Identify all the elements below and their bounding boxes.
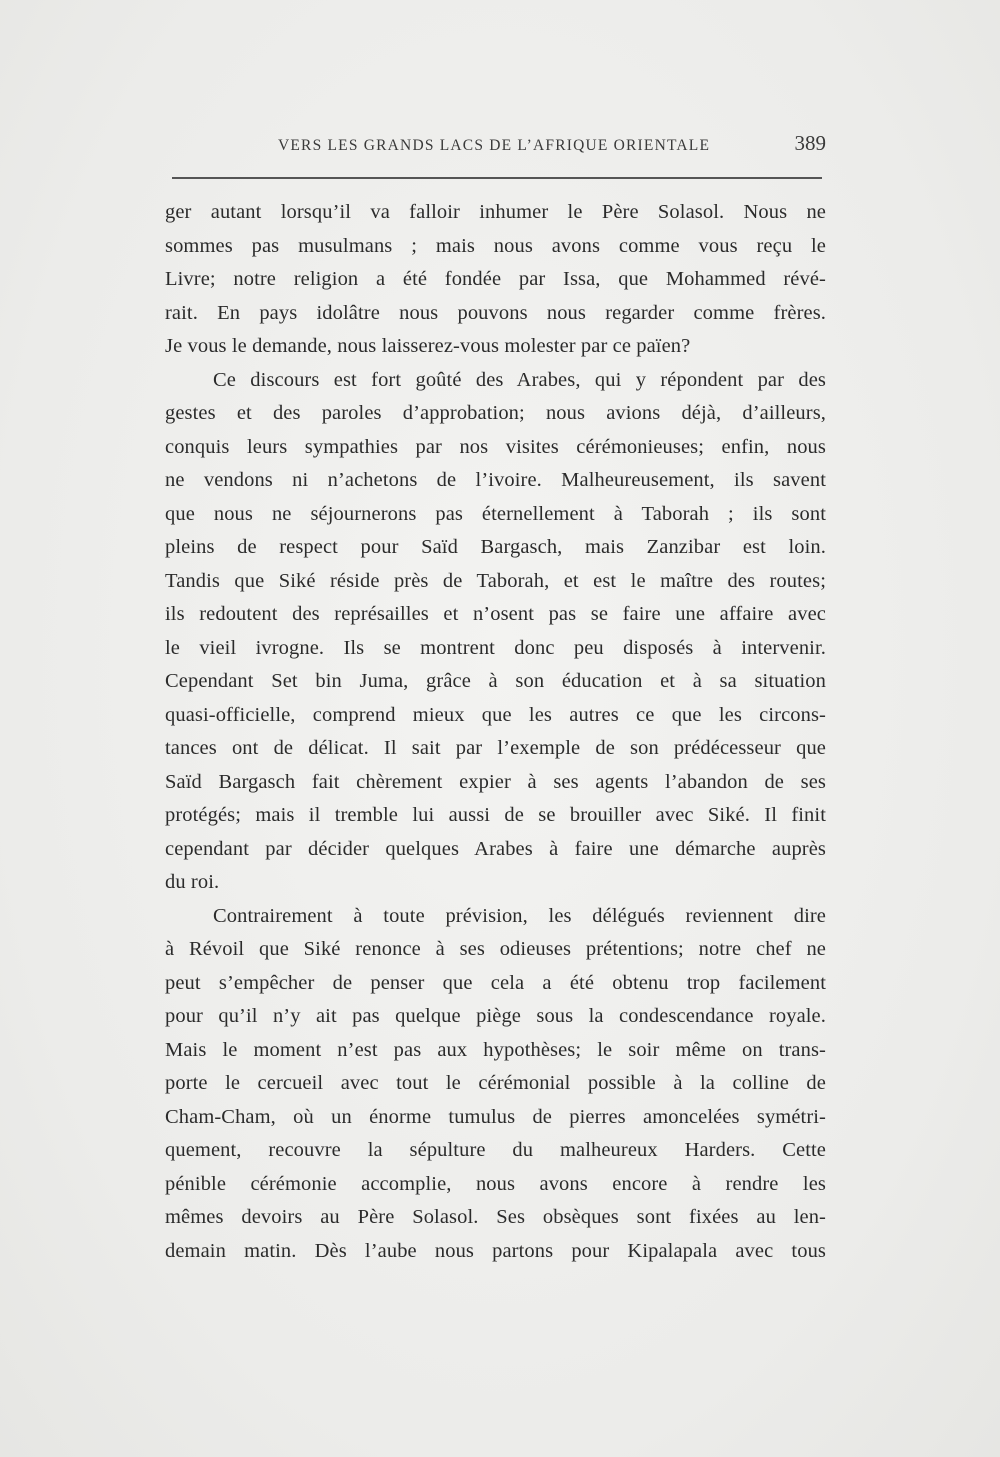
- text-line: conquis leurs sympathies par nos visites cérémonieuses; enfin, nous: [165, 435, 826, 458]
- text-line: demain matin. Dès l’aube nous partons pour Kipalapala avec tous: [165, 1239, 826, 1262]
- text-line: porte le cercueil avec tout le cérémonial possible à la colline de: [165, 1072, 826, 1094]
- text-line: ne vendons ni n’achetons de l’ivoire. Malheureusement, ils savent: [165, 469, 826, 491]
- running-title: VERS LES GRANDS LACS DE L’AFRIQUE ORIENTALE: [278, 137, 711, 154]
- text-line: gestes et des paroles d’approbation; nous avions déjà, d’ailleurs,: [165, 402, 826, 424]
- text-line: sommes pas musulmans ; mais nous avons comme vous reçu le: [165, 234, 826, 257]
- text-line: ils redoutent des représailles et n’osent pas se faire une affaire avec: [165, 603, 826, 625]
- running-header: [170, 131, 826, 165]
- text-line: rait. En pays idolâtre nous pouvons nous regarder comme frères.: [165, 301, 826, 324]
- text-line: peut s’empêcher de penser que cela a été obtenu trop facilement: [165, 971, 826, 994]
- text-line: tances ont de délicat. Il sait par l’exemple de son prédécesseur que: [165, 737, 826, 759]
- text-line: à Révoil que Siké renonce à ses odieuses prétentions; notre chef ne: [165, 938, 826, 960]
- text-line: Je vous le demande, nous laisserez-vous molester par ce païen?: [165, 335, 691, 357]
- text-line: Mais le moment n’est pas aux hypothèses; le soir même on trans-: [165, 1038, 826, 1061]
- text-line: mêmes devoirs au Père Solasol. Ses obsèques sont fixées au len-: [165, 1206, 826, 1228]
- text-line: quement, recouvre la sépulture du malheureux Harders. Cette: [165, 1139, 826, 1161]
- text-line: Livre; notre religion a été fondée par Issa, que Mohammed révé-: [165, 268, 826, 290]
- text-line: protégés; mais il tremble lui aussi de se brouiller avec Siké. Il finit: [165, 804, 826, 826]
- text-line: Ce discours est fort goûté des Arabes, qui y répondent par des: [213, 368, 826, 391]
- text-line: Cham-Cham, où un énorme tumulus de pierres amoncelées symétri-: [165, 1105, 826, 1128]
- text-line: Tandis que Siké réside près de Taborah, et est le maître des routes;: [165, 569, 826, 592]
- body-text: [165, 196, 826, 1268]
- text-line: Cependant Set bin Juma, grâce à son éducation et à sa situation: [165, 670, 826, 692]
- text-line: cependant par décider quelques Arabes à faire une démarche auprès: [165, 837, 826, 860]
- text-line: pénible cérémonie accomplie, nous avons encore à rendre les: [165, 1172, 826, 1195]
- text-line: Saïd Bargasch fait chèrement expier à ses agents l’abandon de ses: [165, 770, 826, 793]
- text-line: pour qu’il n’y ait pas quelque piège sous la condescendance royale.: [165, 1005, 826, 1027]
- header-rule: [172, 177, 822, 179]
- text-line: le vieil ivrogne. Ils se montrent donc peu disposés à intervenir.: [165, 636, 826, 659]
- text-line: pleins de respect pour Saïd Bargasch, mais Zanzibar est loin.: [165, 536, 826, 558]
- page-number: 389: [794, 131, 826, 155]
- text-line: que nous ne séjournerons pas éternellement à Taborah ; ils sont: [165, 502, 826, 525]
- text-line: du roi.: [165, 871, 220, 893]
- text-line: quasi-officielle, comprend mieux que les autres ce que les circons-: [165, 703, 826, 726]
- text-line: Contrairement à toute prévision, les délégués reviennent dire: [213, 904, 826, 927]
- text-line: ger autant lorsqu’il va falloir inhumer le Père Solasol. Nous ne: [165, 201, 826, 223]
